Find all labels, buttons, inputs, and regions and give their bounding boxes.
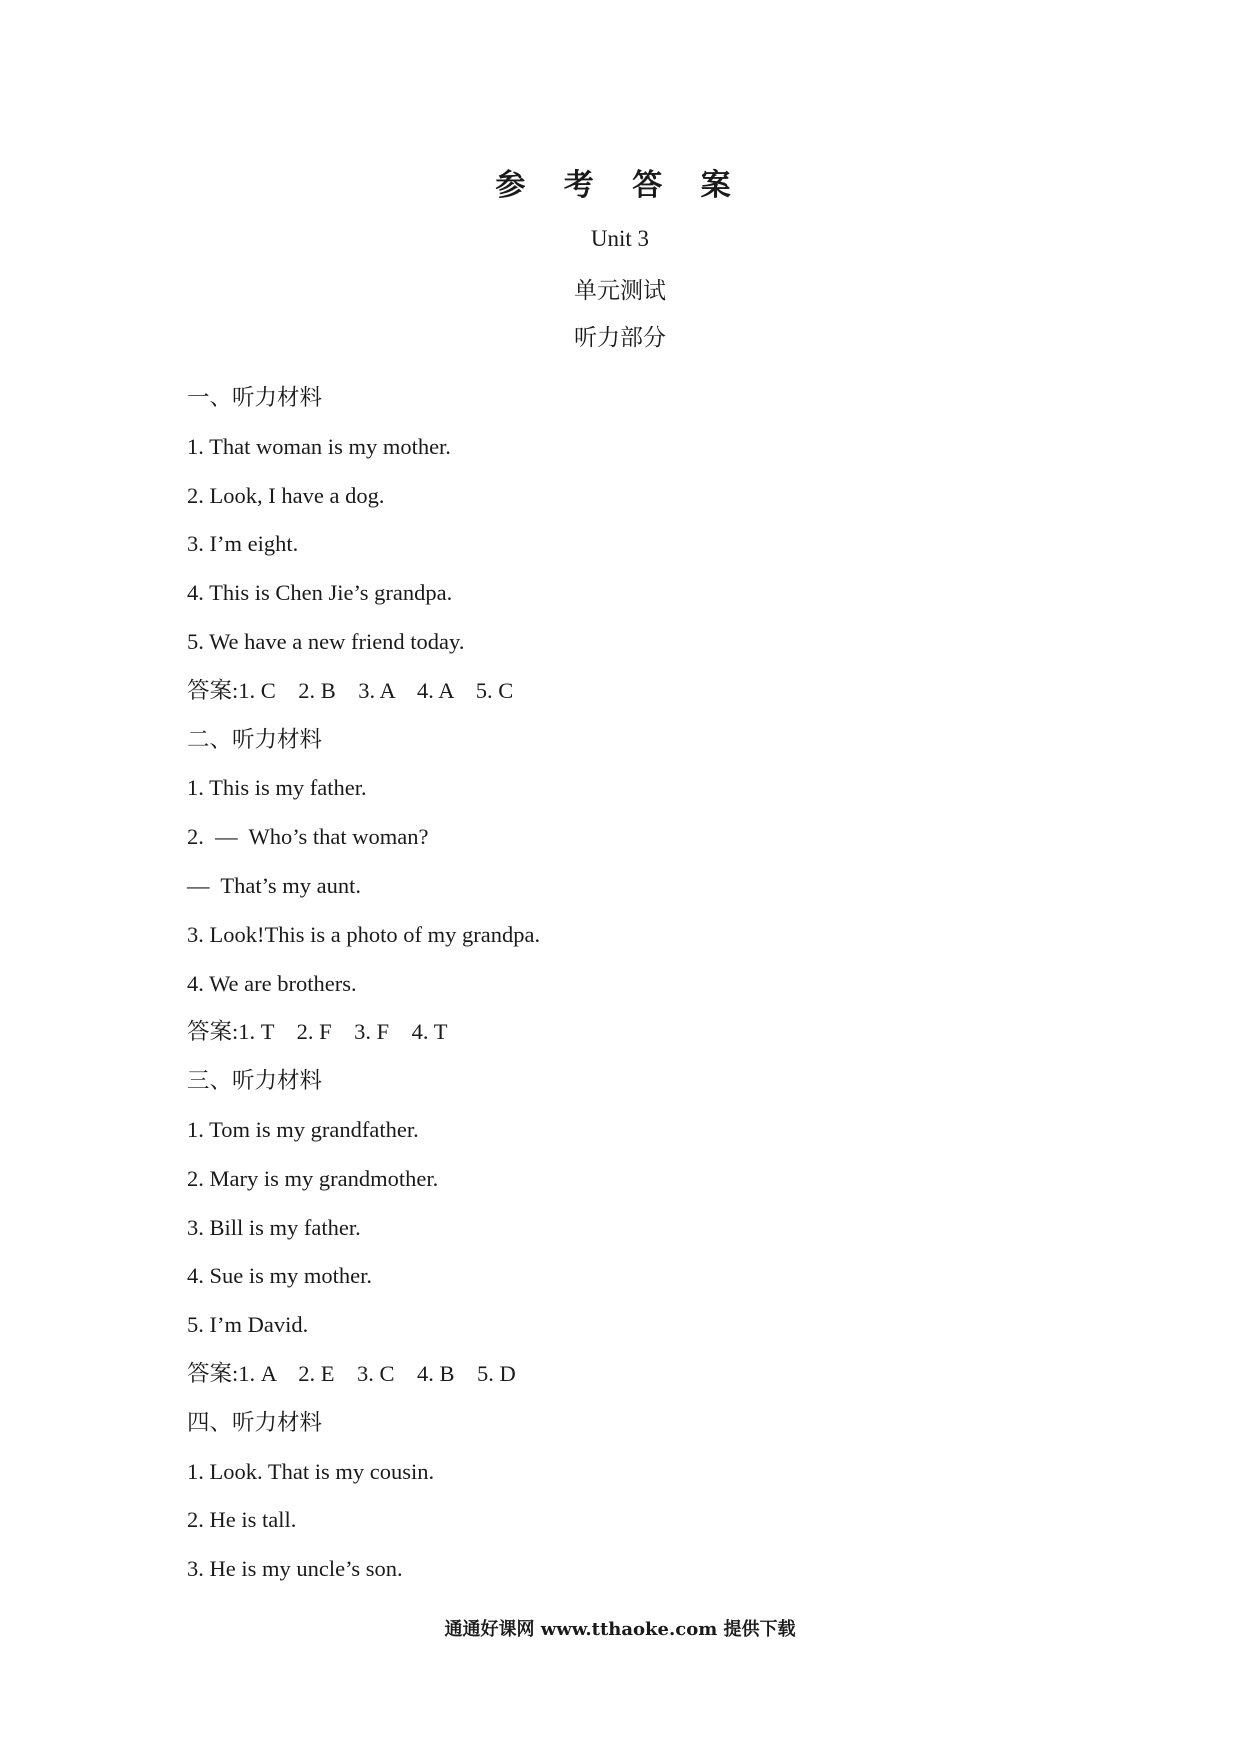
text-line: 2. Mary is my grandmother. bbox=[187, 1165, 439, 1191]
text-line: 3. Bill is my father. bbox=[187, 1214, 361, 1240]
text-line: 1. That woman is my mother. bbox=[187, 433, 451, 459]
answer-line-3: 答案:1. A 2. E 3. C 4. B 5. D bbox=[187, 1360, 516, 1386]
part-heading: 听力部分 bbox=[574, 325, 666, 350]
text-line: — That’s my aunt. bbox=[187, 872, 361, 898]
section-heading-1: 一、听力材料 bbox=[187, 385, 323, 410]
section-heading-3: 三、听力材料 bbox=[187, 1068, 323, 1094]
unit-heading: Unit 3 bbox=[590, 226, 650, 251]
text-line: 4. We are brothers. bbox=[187, 970, 357, 996]
text-line: 5. I’m David. bbox=[187, 1312, 309, 1338]
text-line: 3. Look!This is a photo of my grandpa. bbox=[187, 921, 541, 947]
answer-line-1: 答案:1. C 2. B 3. A 4. A 5. C bbox=[187, 677, 514, 703]
text-line: 4. This is Chen Jie’s grandpa. bbox=[187, 580, 453, 606]
text-line: 1. This is my father. bbox=[187, 775, 367, 801]
text-line: 4. Sue is my mother. bbox=[187, 1263, 372, 1289]
section-heading-4: 四、听力材料 bbox=[187, 1409, 323, 1435]
text-line: 5. We have a new friend today. bbox=[187, 628, 465, 654]
section-heading-2: 二、听力材料 bbox=[187, 726, 323, 752]
text-line: 1. Look. That is my cousin. bbox=[187, 1458, 435, 1484]
answer-line-2: 答案:1. T 2. F 3. F 4. T bbox=[187, 1019, 448, 1045]
text-line: 2. He is tall. bbox=[187, 1507, 297, 1533]
page-title: 参 考 答 案 bbox=[495, 168, 745, 203]
text-line: 3. I’m eight. bbox=[187, 531, 299, 557]
test-heading: 单元测试 bbox=[574, 278, 666, 303]
text-line: 3. He is my uncle’s son. bbox=[187, 1556, 403, 1582]
text-line: 2. — Who’s that woman? bbox=[187, 824, 429, 850]
text-line: 1. Tom is my grandfather. bbox=[187, 1116, 419, 1142]
text-line: 2. Look, I have a dog. bbox=[187, 482, 385, 508]
answer-content bbox=[187, 374, 1087, 1594]
footer-credit: 通通好课网 www.tthaoke.com 提供下载 bbox=[444, 1619, 796, 1640]
